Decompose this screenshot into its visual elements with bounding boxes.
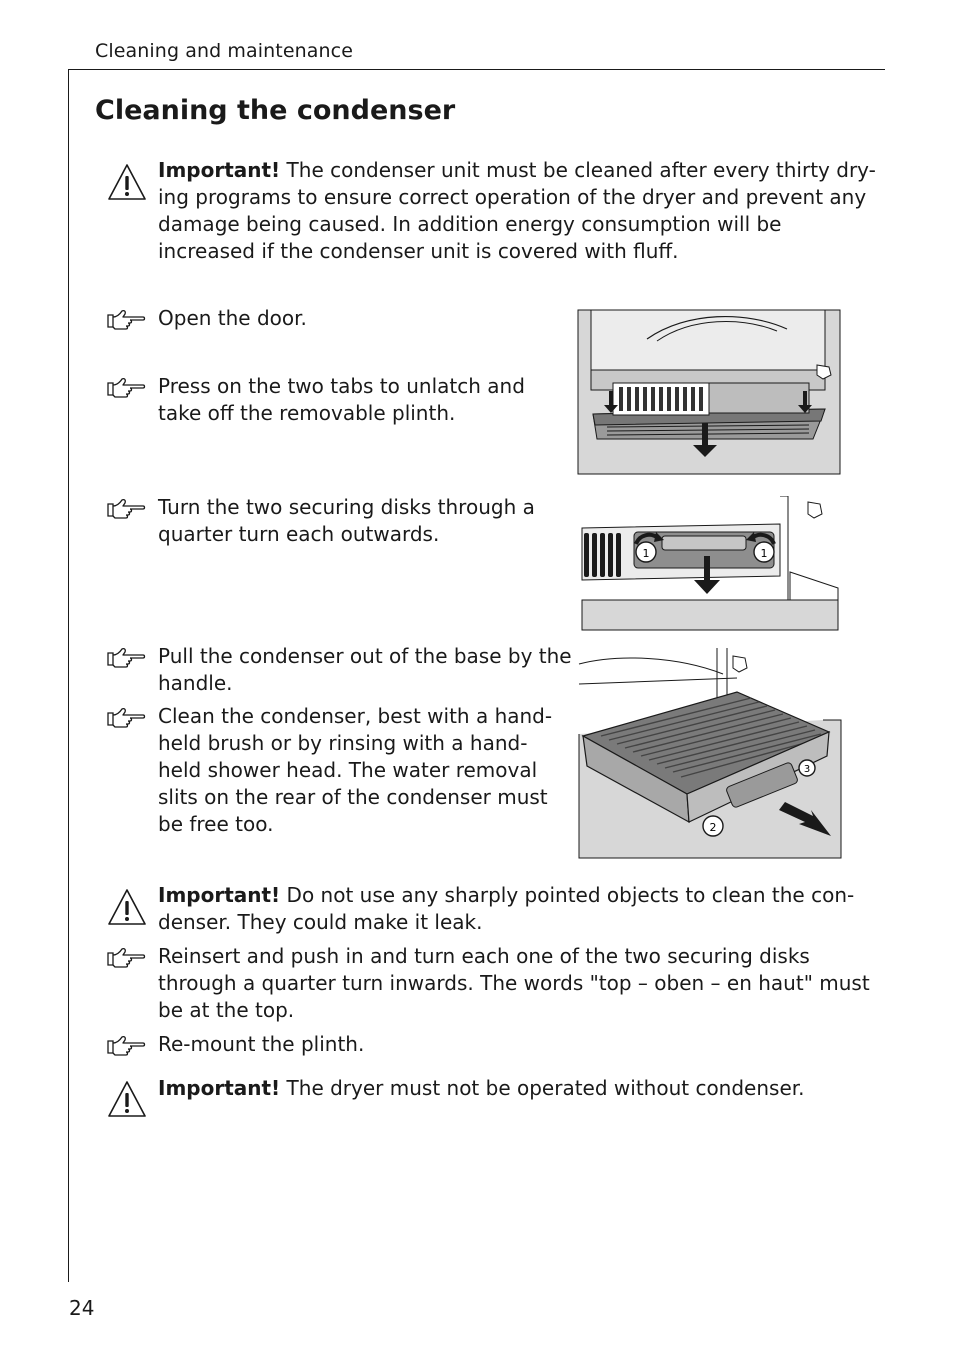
pointing-hand-icon: [106, 309, 146, 331]
disk-label: 1: [642, 547, 650, 560]
warning-line: ing programs to ensure correct operation of the dryer and prevent any: [158, 185, 867, 209]
header-rule: [68, 69, 885, 70]
warning-line: increased if the condenser unit is covered with fluff.: [158, 239, 679, 263]
pointing-hand-icon: [106, 1035, 146, 1057]
condenser-pullout-illustration: [577, 644, 843, 860]
step-reinsert-condenser: Reinsert and push in and turn each one of the two securing disks through a quarter turn inwards. The words "top – oben – en haut" must be at the top.: [158, 944, 870, 1022]
pointing-hand-icon: [106, 498, 146, 520]
page-number: 24: [69, 1296, 95, 1320]
pointing-hand-icon: [106, 947, 146, 969]
warning-note: [158, 157, 876, 265]
warning-line: Important! The condenser unit must be cleaned after every thirty dry-: [158, 158, 876, 182]
step-clean-condenser: Clean the condenser, best with a hand- held brush or by rinsing with a hand- held shower head. The water removal slits on the rear of the condenser must be free too.: [158, 704, 553, 836]
page-title: Cleaning the condenser: [95, 95, 456, 126]
warning-triangle-icon: [106, 162, 148, 202]
warning-line: damage being caused. In addition energy consumption will be: [158, 212, 782, 236]
important-label: Important!: [158, 883, 281, 907]
warning-line: Important! The dryer must not be operated without condenser.: [158, 1076, 805, 1100]
disk-label: 1: [760, 547, 768, 560]
plinth-removal-illustration: [577, 309, 841, 475]
important-label: Important!: [158, 1076, 281, 1100]
step-remount-plinth: Re-mount the plinth.: [158, 1032, 365, 1056]
disk-label: 2: [709, 821, 717, 834]
margin-rule: [68, 69, 69, 1282]
securing-disks-illustration: [580, 496, 842, 632]
disk-label: 3: [803, 764, 811, 775]
pointing-hand-icon: [106, 377, 146, 399]
step-pull-condenser: Pull the condenser out of the base by the handle.: [158, 644, 572, 695]
important-label: Important!: [158, 158, 281, 182]
step-remove-plinth: Press on the two tabs to unlatch and take off the removable plinth.: [158, 374, 525, 425]
warning-triangle-icon: [106, 887, 148, 927]
warning-line: denser. They could make it leak.: [158, 910, 483, 934]
running-header: Cleaning and maintenance: [95, 40, 353, 62]
warning-line: Important! Do not use any sharply pointed objects to clean the con-: [158, 883, 855, 907]
warning-note: [158, 882, 854, 936]
pointing-hand-icon: [106, 647, 146, 669]
warning-triangle-icon: [106, 1079, 148, 1119]
pointing-hand-icon: [106, 707, 146, 729]
step-turn-disks: Turn the two securing disks through a quarter turn each outwards.: [158, 495, 535, 546]
step-open-door: Open the door.: [158, 306, 307, 330]
warning-note: [158, 1075, 805, 1102]
